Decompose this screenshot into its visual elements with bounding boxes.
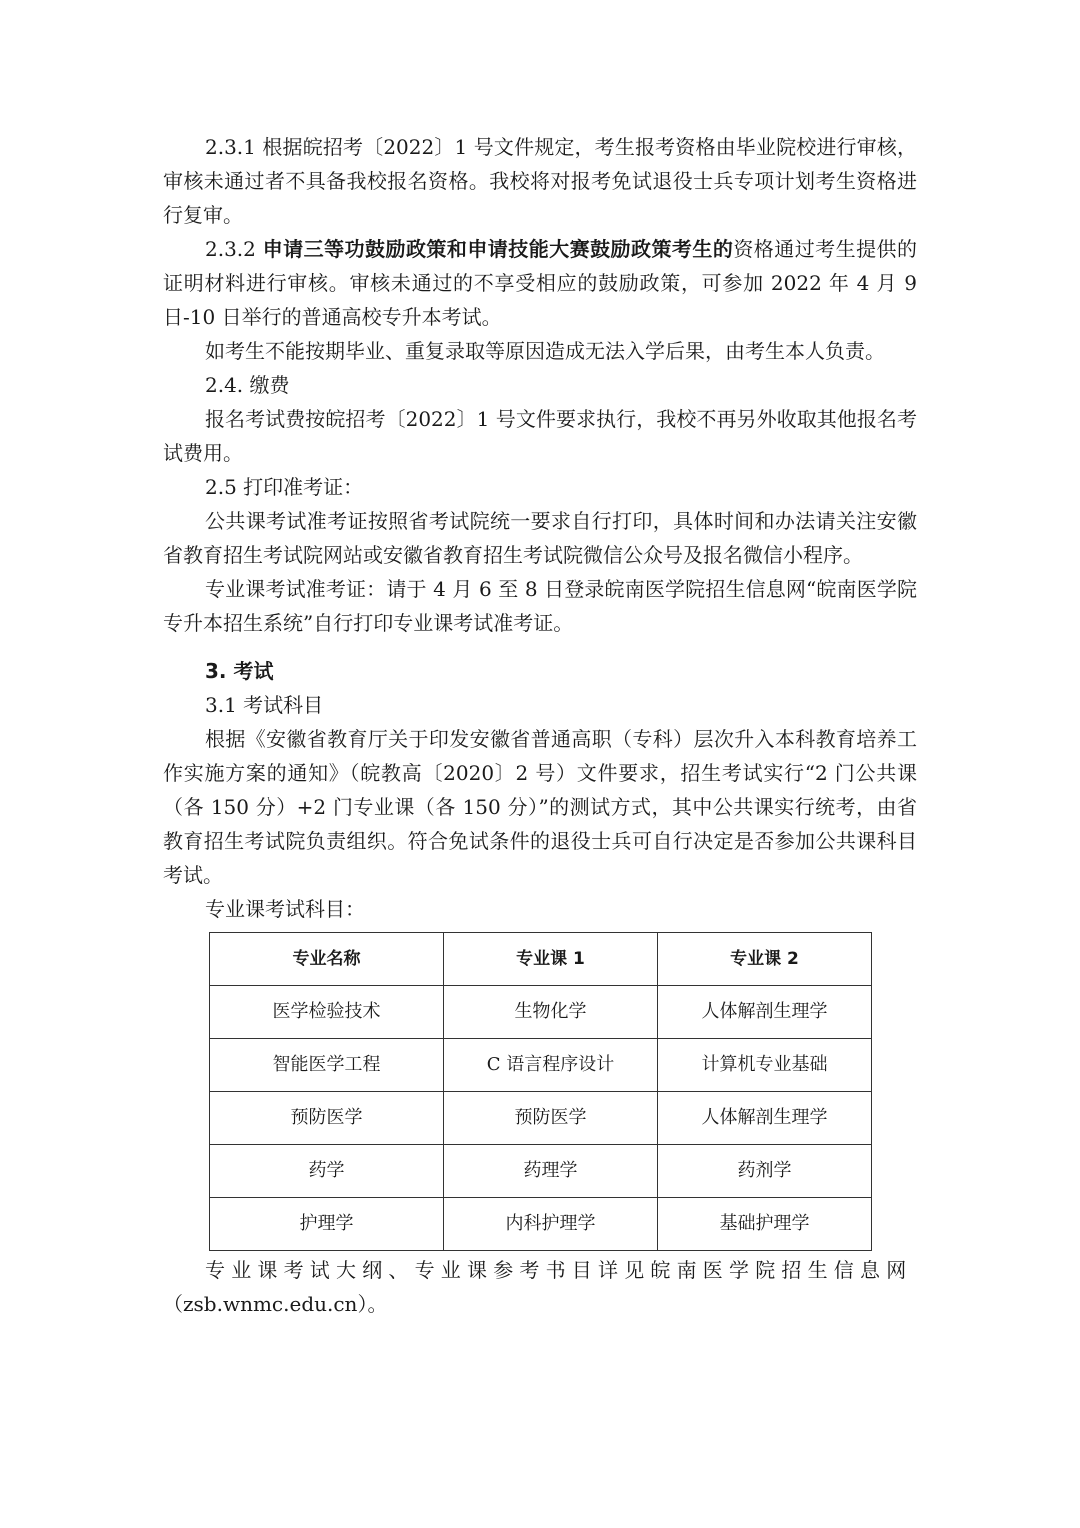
table-cell: 医学检验技术 — [210, 986, 444, 1039]
paragraph-2-3-2-bold: 申请三等功鼓励政策和申请技能大赛鼓励政策考生的 — [262, 237, 734, 261]
paragraph-subjects-label: 专业课考试科目： — [205, 897, 365, 921]
paragraph-2-3-2 — [163, 232, 917, 334]
paragraph-2-3-2-text: 资格通过考生提供的证明材料进行审核。审核未通过的不享受相应的鼓励政策，可参加 2022 年 4 月 9 日-10 日举行的普通高校专升本考试。 — [163, 237, 918, 329]
paragraph-2-3-1: 2.3.1 根据皖招考〔2022〕1 号文件规定，考生报考资格由毕业院校进行审核，审核未通过者不具备我校报名资格。我校将对报考免试退役士兵专项计划考生资格进行复审。 — [163, 135, 917, 227]
table-row — [210, 986, 872, 1039]
subjects-table — [209, 932, 872, 1251]
table-cell: 基础护理学 — [658, 1198, 872, 1251]
table-cell: 预防医学 — [444, 1092, 658, 1145]
paragraph-website: （zsb.wnmc.edu.cn）。 — [163, 1292, 388, 1316]
table-cell: 人体解剖生理学 — [658, 986, 872, 1039]
paragraph-note: 如考生不能按期毕业、重复录取等原因造成无法入学后果，由考生本人负责。 — [205, 339, 885, 363]
table-cell: 智能医学工程 — [210, 1039, 444, 1092]
table-cell: 内科护理学 — [444, 1198, 658, 1251]
header-course-1: 专业课 1 — [444, 933, 658, 986]
table-cell: 生物化学 — [444, 986, 658, 1039]
table-cell: 药剂学 — [658, 1145, 872, 1198]
table-row — [210, 1039, 872, 1092]
section-3-heading — [163, 654, 917, 688]
section-2-5-title: 2.5 打印准考证： — [205, 475, 364, 499]
table-cell: 药学 — [210, 1145, 444, 1198]
paragraph-2-3-2-number: 2.3.2 — [205, 237, 263, 261]
table-cell: C 语言程序设计 — [444, 1039, 658, 1092]
header-major-name: 专业名称 — [210, 933, 444, 986]
table-row — [210, 1092, 872, 1145]
table-cell: 药理学 — [444, 1145, 658, 1198]
table-cell: 预防医学 — [210, 1092, 444, 1145]
table-row — [210, 1198, 872, 1251]
table-row — [210, 1145, 872, 1198]
table-cell: 计算机专业基础 — [658, 1039, 872, 1092]
header-course-2: 专业课 2 — [658, 933, 872, 986]
paragraph-major-admission: 专业课考试准考证：请于 4 月 6 至 8 日登录皖南医学院招生信息网“皖南医学院专升本招生系统”自行打印专业课考试准考证。 — [163, 577, 917, 635]
paragraph-basis: 根据《安徽省教育厅关于印发安徽省普通高职（专科）层次升入本科教育培养工作实施方案的通知》（皖教高〔2020〕2 号）文件要求，招生考试实行“2 门公共课（各 150 分）+2 门专业课（各 150 分）”的测试方式，其中公共课实行统考，由省教育招生考试院负责组织。符合免试条件的退役士兵可自行决定是否参加公共课科目考试。 — [163, 727, 917, 887]
section-3-title: 考试 — [233, 659, 274, 683]
document-body — [163, 130, 917, 1321]
table-cell: 护理学 — [210, 1198, 444, 1251]
table-header-row — [210, 933, 872, 986]
paragraph-public-admission: 公共课考试准考证按照省考试院统一要求自行打印，具体时间和办法请关注安徽省教育招生考试院网站或安徽省教育招生考试院微信公众号及报名微信小程序。 — [163, 509, 917, 567]
table-cell: 人体解剖生理学 — [658, 1092, 872, 1145]
paragraph-outline: 专业课考试大纲、专业课参考书目详见皖南医学院招生信息网 — [205, 1258, 913, 1282]
section-3-number: 3. — [205, 659, 227, 683]
paragraph-fee: 报名考试费按皖招考〔2022〕1 号文件要求执行，我校不再另外收取其他报名考试费用。 — [163, 407, 917, 465]
section-2-4-title: 2.4. 缴费 — [205, 373, 290, 397]
section-3-1-title: 3.1 考试科目 — [205, 693, 324, 717]
